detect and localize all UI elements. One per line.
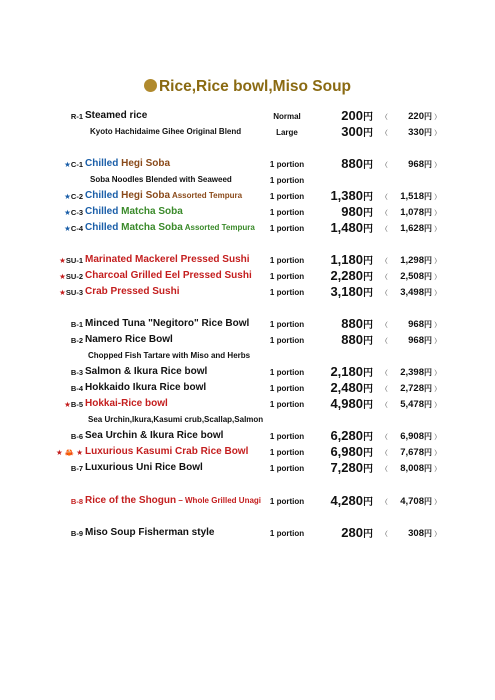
item-code-text: C-2 bbox=[70, 192, 83, 201]
price bbox=[341, 156, 373, 171]
item-code bbox=[59, 256, 83, 265]
price-value: 880 bbox=[341, 156, 363, 171]
price bbox=[330, 460, 373, 475]
item-code bbox=[59, 288, 83, 297]
item-name-part: Chilled bbox=[85, 206, 122, 217]
portion-size: 1 portion bbox=[269, 224, 305, 233]
paren-open: （ bbox=[381, 130, 388, 137]
item-name bbox=[85, 334, 173, 345]
yen-symbol: 円 bbox=[424, 256, 432, 265]
price-value: 880 bbox=[341, 332, 363, 347]
item-code-text: B-5 bbox=[70, 400, 83, 409]
item-code bbox=[71, 320, 83, 329]
tax-price-value: 968 bbox=[408, 319, 424, 330]
menu-row bbox=[0, 493, 495, 509]
tax-included-price bbox=[408, 335, 432, 346]
yen-symbol: 円 bbox=[363, 368, 373, 379]
item-code-text: C-1 bbox=[70, 160, 83, 169]
paren-close: ） bbox=[434, 226, 441, 233]
price-value: 880 bbox=[341, 316, 363, 331]
menu-row bbox=[0, 348, 495, 364]
item-name bbox=[85, 318, 249, 329]
yen-symbol: 円 bbox=[363, 224, 373, 235]
item-code bbox=[71, 336, 83, 345]
portion-size: 1 portion bbox=[269, 448, 305, 457]
tax-included-price bbox=[400, 287, 432, 298]
star-icon: ★ bbox=[59, 288, 66, 297]
page-title bbox=[0, 78, 495, 96]
yen-symbol: 円 bbox=[363, 336, 373, 347]
price-value: 4,980 bbox=[330, 396, 363, 411]
menu-row bbox=[0, 525, 495, 541]
item-name-part: Minced Tuna "Negitoro" Rice Bowl bbox=[85, 318, 250, 329]
item-name bbox=[85, 270, 252, 281]
tax-included-price bbox=[400, 223, 432, 234]
star-icon: ★ bbox=[64, 224, 71, 233]
item-code bbox=[71, 497, 83, 506]
paren-open: （ bbox=[381, 338, 388, 345]
yen-symbol: 円 bbox=[363, 320, 373, 331]
menu-row bbox=[0, 316, 495, 332]
price bbox=[330, 380, 373, 395]
yen-symbol: 円 bbox=[363, 464, 373, 475]
item-code-text: B-4 bbox=[70, 384, 83, 393]
yen-symbol: 円 bbox=[363, 448, 373, 459]
tax-price-value: 2,398 bbox=[400, 367, 424, 378]
tax-included-price bbox=[408, 159, 432, 170]
tax-included-price bbox=[400, 255, 432, 266]
paren-close: ） bbox=[434, 370, 441, 377]
paren-close: ） bbox=[434, 386, 441, 393]
item-name bbox=[85, 158, 170, 169]
item-name bbox=[85, 430, 223, 441]
tax-price-value: 4,708 bbox=[400, 496, 424, 507]
paren-open: （ bbox=[381, 226, 388, 233]
price bbox=[330, 188, 373, 203]
tax-price-value: 3,498 bbox=[400, 287, 424, 298]
portion-size: 1 portion bbox=[269, 288, 305, 297]
paren-close: ） bbox=[434, 499, 441, 506]
item-code bbox=[64, 160, 83, 169]
paren-open: （ bbox=[381, 114, 388, 121]
yen-symbol: 円 bbox=[424, 272, 432, 281]
tax-included-price bbox=[400, 463, 432, 474]
paren-close: ） bbox=[434, 114, 441, 121]
item-code bbox=[59, 272, 83, 281]
price-value: 1,180 bbox=[330, 252, 363, 267]
portion-size: 1 portion bbox=[269, 336, 305, 345]
paren-open: （ bbox=[381, 402, 388, 409]
paren-close: ） bbox=[434, 402, 441, 409]
item-code-text: B-3 bbox=[70, 368, 83, 377]
item-name-part: – Whole Grilled Unagi bbox=[176, 496, 262, 505]
paren-open: （ bbox=[381, 386, 388, 393]
yen-symbol: 円 bbox=[424, 320, 432, 329]
price bbox=[341, 525, 373, 540]
price-value: 1,480 bbox=[330, 220, 363, 235]
menu-row bbox=[0, 444, 495, 460]
menu-row bbox=[0, 108, 495, 124]
item-description: Sea Urchin,Ikura,Kasumi crub,Scallap,Salmon bbox=[88, 415, 264, 424]
tax-included-price bbox=[400, 271, 432, 282]
portion-size: Large bbox=[276, 128, 298, 137]
item-description: Kyoto Hachidaime Gihee Original Blend bbox=[90, 127, 242, 136]
paren-close: ） bbox=[434, 450, 441, 457]
yen-symbol: 円 bbox=[363, 160, 373, 171]
item-name-part: Steamed rice bbox=[85, 110, 148, 121]
tax-included-price bbox=[400, 399, 432, 410]
yen-symbol: 円 bbox=[424, 128, 432, 137]
paren-close: ） bbox=[434, 434, 441, 441]
price-value: 300 bbox=[341, 124, 363, 139]
yen-symbol: 円 bbox=[424, 192, 432, 201]
item-name-part: Chilled bbox=[85, 190, 122, 201]
paren-close: ） bbox=[434, 338, 441, 345]
price bbox=[330, 428, 373, 443]
item-code bbox=[71, 464, 83, 473]
portion-size: 1 portion bbox=[269, 400, 305, 409]
price bbox=[330, 284, 373, 299]
price-value: 3,180 bbox=[330, 284, 363, 299]
star-icon: ★ bbox=[64, 400, 71, 409]
item-code bbox=[71, 384, 83, 393]
tax-included-price bbox=[400, 367, 432, 378]
item-code-text: B-6 bbox=[70, 432, 83, 441]
paren-open: （ bbox=[381, 162, 388, 169]
yen-symbol: 円 bbox=[424, 112, 432, 121]
price bbox=[341, 204, 373, 219]
yen-symbol: 円 bbox=[363, 432, 373, 443]
item-name-part: Matcha Soba bbox=[121, 222, 183, 233]
portion-size: 1 portion bbox=[269, 384, 305, 393]
menu-row bbox=[0, 156, 495, 172]
yen-symbol: 円 bbox=[363, 384, 373, 395]
price bbox=[341, 124, 373, 139]
yen-symbol: 円 bbox=[424, 497, 432, 506]
price-value: 1,380 bbox=[330, 188, 363, 203]
yen-symbol: 円 bbox=[363, 400, 373, 411]
price-value: 4,280 bbox=[330, 493, 363, 508]
paren-open: （ bbox=[381, 450, 388, 457]
menu-row bbox=[0, 284, 495, 300]
menu-row bbox=[0, 220, 495, 236]
price bbox=[341, 316, 373, 331]
yen-symbol: 円 bbox=[363, 112, 373, 123]
portion-size: 1 portion bbox=[269, 256, 305, 265]
tax-price-value: 220 bbox=[408, 111, 424, 122]
tax-price-value: 968 bbox=[408, 159, 424, 170]
item-name-part: Hegi Soba bbox=[121, 158, 171, 169]
tax-included-price bbox=[400, 383, 432, 394]
paren-open: （ bbox=[381, 531, 388, 538]
price-value: 2,280 bbox=[330, 268, 363, 283]
tax-included-price bbox=[400, 447, 432, 458]
item-code-text: B-2 bbox=[70, 336, 83, 345]
tax-price-value: 7,678 bbox=[400, 447, 424, 458]
tax-included-price bbox=[400, 207, 432, 218]
tax-price-value: 968 bbox=[408, 335, 424, 346]
yen-symbol: 円 bbox=[424, 368, 432, 377]
tax-included-price bbox=[408, 528, 432, 539]
price bbox=[330, 220, 373, 235]
paren-open: （ bbox=[381, 274, 388, 281]
portion-size: 1 portion bbox=[269, 176, 305, 185]
item-code bbox=[64, 224, 83, 233]
item-name bbox=[85, 382, 206, 393]
page-title-text: Rice,Rice bowl,Miso Soup bbox=[158, 78, 352, 95]
item-name-part: Hegi Soba bbox=[121, 190, 171, 201]
tax-price-value: 308 bbox=[408, 528, 424, 539]
item-code bbox=[71, 112, 83, 121]
item-code-text: C-3 bbox=[70, 208, 83, 217]
item-name-part: Marinated Mackerel Pressed Sushi bbox=[85, 254, 250, 265]
item-name-part: Chilled bbox=[85, 158, 122, 169]
paren-open: （ bbox=[381, 194, 388, 201]
tax-included-price bbox=[408, 127, 432, 138]
price-value: 980 bbox=[341, 204, 363, 219]
item-name bbox=[85, 190, 242, 201]
portion-size: 1 portion bbox=[269, 368, 305, 377]
item-code-text: B-8 bbox=[70, 497, 83, 506]
menu-row bbox=[0, 252, 495, 268]
yen-symbol: 円 bbox=[363, 529, 373, 540]
yen-symbol: 円 bbox=[424, 288, 432, 297]
tax-price-value: 1,518 bbox=[400, 191, 424, 202]
price bbox=[330, 252, 373, 267]
price bbox=[330, 396, 373, 411]
item-code-text: R-1 bbox=[70, 112, 83, 121]
portion-size: 1 portion bbox=[269, 208, 305, 217]
yen-symbol: 円 bbox=[363, 128, 373, 139]
item-name bbox=[85, 366, 207, 377]
price bbox=[341, 108, 373, 123]
item-name-part: Hokkai-Rice bowl bbox=[85, 398, 168, 409]
paren-close: ） bbox=[434, 130, 441, 137]
price-value: 2,480 bbox=[330, 380, 363, 395]
paren-close: ） bbox=[434, 531, 441, 538]
menu-row bbox=[0, 460, 495, 476]
item-code-text: B-7 bbox=[70, 464, 83, 473]
yen-symbol: 円 bbox=[363, 288, 373, 299]
tax-included-price bbox=[400, 496, 432, 507]
paren-close: ） bbox=[434, 274, 441, 281]
yen-symbol: 円 bbox=[363, 497, 373, 508]
tax-price-value: 5,478 bbox=[400, 399, 424, 410]
item-name-part: Hokkaido Ikura Rice bowl bbox=[85, 382, 207, 393]
menu-row bbox=[0, 396, 495, 412]
portion-size: 1 portion bbox=[269, 529, 305, 538]
yen-symbol: 円 bbox=[424, 448, 432, 457]
item-code bbox=[56, 448, 83, 457]
menu-row bbox=[0, 380, 495, 396]
tax-included-price bbox=[408, 319, 432, 330]
menu-row bbox=[0, 332, 495, 348]
yen-symbol: 円 bbox=[363, 192, 373, 203]
item-name bbox=[85, 398, 168, 409]
yen-symbol: 円 bbox=[363, 272, 373, 283]
portion-size: 1 portion bbox=[269, 432, 305, 441]
portion-size: 1 portion bbox=[269, 192, 305, 201]
price-value: 2,180 bbox=[330, 364, 363, 379]
item-name bbox=[85, 206, 183, 217]
item-description: Soba Noodles Blended with Seaweed bbox=[90, 175, 232, 184]
yen-symbol: 円 bbox=[424, 384, 432, 393]
yen-symbol: 円 bbox=[424, 224, 432, 233]
item-code-text: SU-1 bbox=[65, 256, 83, 265]
item-code-text: B-9 bbox=[70, 529, 83, 538]
price bbox=[330, 493, 373, 508]
item-name-part: Matcha Soba bbox=[121, 206, 183, 217]
price bbox=[341, 332, 373, 347]
paren-close: ） bbox=[434, 290, 441, 297]
item-code bbox=[71, 432, 83, 441]
price-value: 6,980 bbox=[330, 444, 363, 459]
paren-close: ） bbox=[434, 162, 441, 169]
paren-open: （ bbox=[381, 370, 388, 377]
item-name-part: Rice of the Shogun bbox=[85, 495, 177, 506]
paren-open: （ bbox=[381, 290, 388, 297]
item-name bbox=[85, 286, 179, 297]
paren-open: （ bbox=[381, 258, 388, 265]
item-name bbox=[85, 527, 214, 538]
paren-open: （ bbox=[381, 434, 388, 441]
menu-row bbox=[0, 412, 495, 428]
yen-symbol: 円 bbox=[424, 336, 432, 345]
paren-open: （ bbox=[381, 466, 388, 473]
tax-price-value: 330 bbox=[408, 127, 424, 138]
star-icon: ★ bbox=[59, 272, 66, 281]
tax-price-value: 8,008 bbox=[400, 463, 424, 474]
star-crab-prefix: ★ 🦀 ★ bbox=[56, 448, 83, 457]
menu-row bbox=[0, 172, 495, 188]
tax-price-value: 1,628 bbox=[400, 223, 424, 234]
item-name-part: Assorted Tempura bbox=[182, 223, 255, 232]
menu-row bbox=[0, 204, 495, 220]
yen-symbol: 円 bbox=[424, 160, 432, 169]
star-icon: ★ bbox=[64, 192, 71, 201]
yen-symbol: 円 bbox=[424, 464, 432, 473]
item-name bbox=[85, 222, 255, 233]
price-value: 7,280 bbox=[330, 460, 363, 475]
price bbox=[330, 268, 373, 283]
item-name-part: Chilled bbox=[85, 222, 122, 233]
menu-row bbox=[0, 124, 495, 140]
item-name bbox=[85, 495, 261, 506]
item-name-part: Charcoal Grilled Eel Pressed Sushi bbox=[85, 270, 252, 281]
yen-symbol: 円 bbox=[363, 208, 373, 219]
paren-close: ） bbox=[434, 194, 441, 201]
item-code-text: B-1 bbox=[70, 320, 83, 329]
star-icon: ★ bbox=[64, 208, 71, 217]
portion-size: 1 portion bbox=[269, 160, 305, 169]
yen-symbol: 円 bbox=[424, 208, 432, 217]
menu-row bbox=[0, 188, 495, 204]
star-icon: ★ bbox=[64, 160, 71, 169]
menu-row bbox=[0, 428, 495, 444]
item-code-text: SU-2 bbox=[65, 272, 83, 281]
item-name-part: Sea Urchin & Ikura Rice bowl bbox=[85, 430, 224, 441]
tax-price-value: 6,908 bbox=[400, 431, 424, 442]
paren-close: ） bbox=[434, 210, 441, 217]
portion-size: 1 portion bbox=[269, 320, 305, 329]
portion-size: 1 portion bbox=[269, 497, 305, 506]
item-code-text: SU-3 bbox=[65, 288, 83, 297]
paren-close: ） bbox=[434, 258, 441, 265]
paren-close: ） bbox=[434, 322, 441, 329]
item-name bbox=[85, 254, 250, 265]
item-code bbox=[71, 368, 83, 377]
tax-price-value: 1,298 bbox=[400, 255, 424, 266]
paren-open: （ bbox=[381, 210, 388, 217]
item-name bbox=[85, 446, 248, 457]
item-name-part: Crab Pressed Sushi bbox=[85, 286, 180, 297]
paren-close: ） bbox=[434, 466, 441, 473]
tax-included-price bbox=[400, 431, 432, 442]
item-code bbox=[64, 192, 83, 201]
item-code-text: C-4 bbox=[70, 224, 83, 233]
item-code bbox=[71, 529, 83, 538]
yen-symbol: 円 bbox=[363, 256, 373, 267]
item-description: Chopped Fish Tartare with Miso and Herbs bbox=[88, 351, 251, 360]
circle-bullet-icon bbox=[144, 79, 157, 92]
yen-symbol: 円 bbox=[424, 529, 432, 538]
item-name-part: Luxurious Kasumi Crab Rice Bowl bbox=[85, 446, 249, 457]
item-name bbox=[85, 462, 203, 473]
price-value: 200 bbox=[341, 108, 363, 123]
paren-open: （ bbox=[381, 322, 388, 329]
tax-included-price bbox=[400, 191, 432, 202]
menu-row bbox=[0, 268, 495, 284]
item-name-part: Luxurious Uni Rice Bowl bbox=[85, 462, 203, 473]
star-icon: ★ bbox=[59, 256, 66, 265]
price bbox=[330, 364, 373, 379]
menu-row bbox=[0, 364, 495, 380]
tax-price-value: 1,078 bbox=[400, 207, 424, 218]
item-name-part: Salmon & Ikura Rice bowl bbox=[85, 366, 208, 377]
paren-open: （ bbox=[381, 499, 388, 506]
item-code bbox=[64, 208, 83, 217]
item-name-part: Assorted Tempura bbox=[170, 191, 243, 200]
price bbox=[330, 444, 373, 459]
item-name-part: Namero Rice Bowl bbox=[85, 334, 173, 345]
item-name-part: Miso Soup Fisherman style bbox=[85, 527, 215, 538]
tax-price-value: 2,728 bbox=[400, 383, 424, 394]
portion-size: Normal bbox=[273, 112, 301, 121]
item-name bbox=[85, 110, 147, 121]
tax-price-value: 2,508 bbox=[400, 271, 424, 282]
portion-size: 1 portion bbox=[269, 272, 305, 281]
price-value: 280 bbox=[341, 525, 363, 540]
yen-symbol: 円 bbox=[424, 432, 432, 441]
yen-symbol: 円 bbox=[424, 400, 432, 409]
price-value: 6,280 bbox=[330, 428, 363, 443]
tax-included-price bbox=[408, 111, 432, 122]
item-code bbox=[64, 400, 83, 409]
portion-size: 1 portion bbox=[269, 464, 305, 473]
